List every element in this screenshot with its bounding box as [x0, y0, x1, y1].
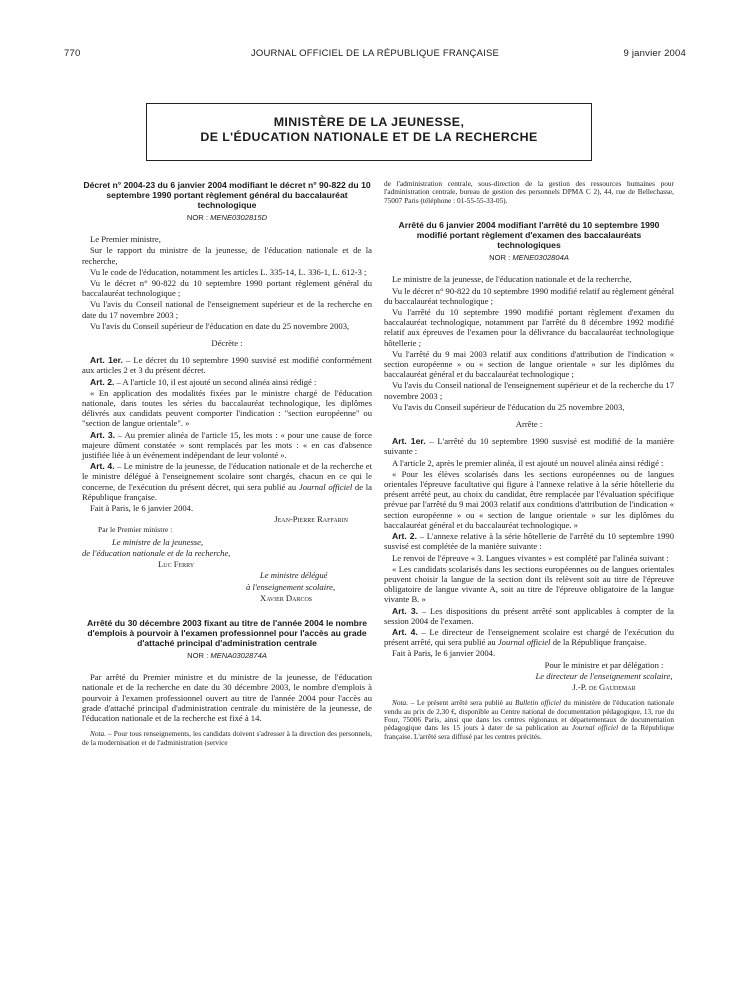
signature-delegation: Pour le ministre et par délégation : [544, 659, 664, 670]
article-text: – Le directeur de l'enseignement scolaire est chargé de l'exécution du présent arrêté, qui sera publié au [384, 626, 674, 648]
article-text-end: de la République française. [550, 637, 647, 648]
nor-label: NOR : [489, 253, 511, 263]
decret-para: Vu l'avis du Conseil supérieur de l'éducation en date du 25 novembre 2003, [90, 320, 350, 331]
signature-title: Le directeur de l'enseignement scolaire, [535, 670, 673, 681]
minister-title-1: Le ministre de la jeunesse, [112, 536, 204, 547]
decret-article-1 [82, 355, 372, 375]
arrete-para: Vu l'arrêté du 9 mai 2003 relatif aux conditions d'attribution de l'indication « section européenne » ou « section de langue orientale » sur les diplômes du baccalauréat général et du baccalauréat technologique ; [384, 348, 674, 380]
nota-text: de la République française. L'arrêté sera diffusé par les centres précités. [384, 723, 674, 741]
ministry-heading-box [146, 103, 592, 161]
running-header [64, 48, 686, 62]
article-text: – Le ministre de la jeunesse, de l'éducation nationale et de la recherche et le ministre délégué à l'enseignement scolaire sont chargés, chacun en ce qui le concerne, de l'exécution du présent décret, qui sera publié au [82, 461, 373, 492]
arrete-emplois-note [82, 730, 372, 747]
delegue-title-2: à l'enseignement scolaire, [246, 581, 336, 592]
decret-title: Décret n° 2004-23 du 6 janvier 2004 modifiant le décret n° 90-822 du 10 septembre 1990 portant règlement général du baccalauréat technologique [83, 180, 371, 210]
nor-label: NOR : [187, 650, 209, 660]
decret-para: Vu le décret n° 90-822 du 10 septembre 1990 portant règlement général du baccalauréat technologique ; [82, 278, 372, 299]
arrete-article-2 [384, 531, 674, 551]
article-label: Art. 1er. [90, 355, 123, 366]
journal-title: JOURNAL OFFICIEL DE LA RÉPUBLIQUE FRANÇAISE [250, 48, 500, 59]
arrete-examen-note [384, 699, 674, 741]
decret-article-2-quote: « En application des modalités fixées par le ministre chargé de l'éducation nationale, dans toutes les séries du baccalauréat technologique, les diplômes délivrés aux candidats peuvent comporter l'indication : "section européenne" ou "section de langue orientale". » [82, 387, 372, 429]
nor-code: MENE0302804A [512, 253, 569, 263]
decret-fait: Fait à Paris, le 6 janvier 2004. [90, 503, 194, 514]
nota-text: – Pour tous renseignements, les candidats doivent s'adresser à la direction des personnels, de la modernisation et de l'administration (service [82, 729, 372, 747]
article-label: Art. 2. [90, 376, 115, 387]
article-label: Art. 3. [392, 605, 419, 616]
signature-name: J.-P. de Gaudemar [572, 681, 636, 692]
journal-officiel-ref: Journal officiel [497, 637, 551, 648]
nota-label: Nota. [392, 698, 409, 708]
decret-para: Vu le code de l'éducation, notamment les articles L. 335-14, L. 336-1, L. 612-3 ; [90, 266, 367, 277]
arrete-article-1-para: A l'article 2, après le premier alinéa, il est ajouté un nouvel alinéa ainsi rédigé : [392, 457, 664, 468]
journal-officiel-ref: Journal officiel [571, 723, 619, 733]
issue-date: 9 janvier 2004 [623, 48, 686, 59]
arrete-article-1 [384, 436, 674, 456]
arrete-emplois-title: Arrêté du 30 décembre 2003 fixant au titre de l'année 2004 le nombre d'emplois à pourvoir à l'examen professionnel pour l'accès au grade d'attaché principal d'administration centrale [86, 617, 368, 648]
signer-delegue: Xavier Darcos [260, 592, 313, 603]
arrete-para: Vu l'avis du Conseil national de l'enseignement supérieur et de la recherche du 17 novembre 2003 ; [384, 380, 674, 401]
nota-text: du ministère de l'éducation nationale vendu au prix de 2,30 €, disponible au Centre national de documentation pédagogique, 13, rue du Four, 75006 Paris, ainsi que dans les centres régionaux et départementaux de documentation pédagogique dans les 15 jours à dater de sa publication au [384, 698, 674, 733]
arrete-fait: Fait à Paris, le 6 janvier 2004. [392, 648, 496, 659]
arrete-para: Le ministre de la jeunesse, de l'éducation nationale et de la recherche, [392, 274, 632, 285]
article-text: – A l'article 10, il est ajouté un second alinéa ainsi rédigé : [114, 376, 317, 387]
nota-label: Nota. [90, 729, 107, 739]
decret-article-4 [82, 461, 372, 502]
article-label: Art. 3. [90, 429, 116, 440]
article-text: – Le décret du 10 septembre 1990 susvisé est modifié conformément aux articles 2 et 3 du présent décret. [82, 355, 372, 376]
decret-nor [82, 213, 372, 223]
ministry-line-2: DE L'ÉDUCATION NATIONALE ET DE LA RECHERCHE [200, 130, 538, 144]
arrete-para: Vu l'arrêté du 10 septembre 1990 modifié portant règlement d'examen du baccalauréat technologique, notamment par l'arrêté du 8 décembre 1992 modifié relatif aux épreuves de l'examen pour la délivrance du baccalauréat technologique hôtellerie ; [384, 307, 674, 348]
decret-article-3 [82, 430, 372, 461]
article-label: Art. 4. [90, 461, 115, 472]
article-text: – L'arrêté du 10 septembre 1990 susvisé est modifié de la manière suivante : [384, 436, 674, 457]
minister-title-2: de l'éducation nationale et de la recherche, [82, 547, 231, 558]
nor-code: MENE0302815D [210, 213, 268, 222]
article-text: – Les dispositions du présent arrêté sont applicables à compter de la session 2004 de l'examen. [384, 605, 674, 626]
article-text-end: de la République française. [82, 481, 372, 502]
decret-article-2 [82, 377, 372, 387]
article-text: – Au premier alinéa de l'article 15, les mots : « pour une cause de force majeure dûment constatée » sont remplacés par les mots : « en cas d'absence justifiée liée à un événement indépendant de leur volonté ». [82, 429, 372, 461]
signer-minister: Luc Ferry [158, 559, 195, 570]
par-premier-ministre: Par le Premier ministre : [98, 525, 173, 535]
decret-para: Le Premier ministre, [90, 234, 161, 245]
arrete-article-2-para: Le renvoi de l'épreuve « 3. Langues vivantes » est complété par l'alinéa suivant : [392, 552, 669, 563]
right-column [384, 180, 674, 742]
article-label: Art. 4. [392, 626, 418, 637]
arrete-article-4 [384, 627, 674, 647]
decret-para: Sur le rapport du ministre de la jeunesse, de l'éducation nationale et de la recherche, [82, 245, 372, 266]
signer-prime-minister: Jean-Pierre Raffarin [274, 514, 348, 525]
article-label: Art. 1er. [392, 436, 426, 447]
left-column [82, 180, 372, 748]
arrete-para: Vu l'avis du Conseil supérieur de l'éducation du 25 novembre 2003, [392, 401, 625, 412]
bulletin-officiel-ref: Bulletin officiel [515, 698, 562, 708]
arrete-article-1-quote: « Pour les élèves scolarisés dans les sections européennes ou de langues orientales l'épreuve facultative qui figure à l'annexe relative à la série hôtellerie du présent arrêté peut, au choix du candidat, être remplacée par l'évaluation spécifique prévue par l'arrêté du 9 mai 2003 relatif aux conditions d'attribution de l'indication « section européenne » ou « section de langue orientale » sur les diplômes du baccalauréat général et du baccalauréat technologique. » [384, 468, 674, 530]
arrete-article-3 [384, 606, 674, 626]
arrete-examen-nor [384, 253, 674, 263]
arrete-emplois-nor [82, 651, 372, 661]
arrete-emplois-note-continued: de l'administration centrale, sous-direction de la gestion des ressources humaines pour l'administration centrale, bureau de gestion des personnels DPMA C 2), 44, rue de Bellechasse, 75007 Paris (téléphone : 01-55-55-33-05). [384, 179, 674, 205]
journal-officiel-ref: Journal officiel [298, 481, 353, 492]
decret-para: Vu l'avis du Conseil national de l'enseignement supérieur et de la recherche en date du 17 novembre 2003 ; [82, 299, 372, 320]
nor-code: MENA0302874A [210, 650, 267, 660]
arrete-emplois-text: Par arrêté du Premier ministre et du ministre de la jeunesse, de l'éducation nationale et de la recherche en date du 30 décembre 2003, le nombre d'emplois à pourvoir à l'examen professionnel ouvert au titre de l'année 2004 pour l'accès au grade d'attaché principal d'administration centrale du ministère de la jeunesse, de l'éducation nationale et de la recherche est fixé à 14. [82, 672, 372, 723]
nota-text: – Le présent arrêté sera publié au [408, 698, 515, 708]
arrete-examen-title: Arrêté du 6 janvier 2004 modifiant l'arrêté du 10 septembre 1990 modifié portant règlement d'examen des baccalauréats technologiques [398, 220, 660, 251]
ministry-line-1: MINISTÈRE DE LA JEUNESSE, [273, 115, 465, 129]
article-text: – L'annexe relative à la série hôtellerie de l'arrêté du 10 septembre 1990 susvisé est complétée de la manière suivante : [384, 531, 674, 552]
arrete-heading: Arrête : [515, 419, 543, 430]
arrete-article-2-quote: « Les candidats scolarisés dans les sections européennes ou de langues orientales peuvent choisir la langue de la section dont ils relèvent soit au titre de l'épreuve obligatoire de langue vivante A, soit au titre de l'épreuve obligatoire de la langue vivante B. » [384, 563, 674, 605]
article-label: Art. 2. [392, 531, 417, 542]
arrete-para: Vu le décret n° 90-822 du 10 septembre 1990 modifié relatif au règlement général du baccalauréat technologique ; [384, 285, 674, 306]
nor-label: NOR : [186, 213, 208, 222]
page-number: 770 [64, 48, 81, 59]
delegue-title-1: Le ministre délégué [260, 570, 328, 581]
decrete-heading: Décrète : [211, 338, 243, 349]
